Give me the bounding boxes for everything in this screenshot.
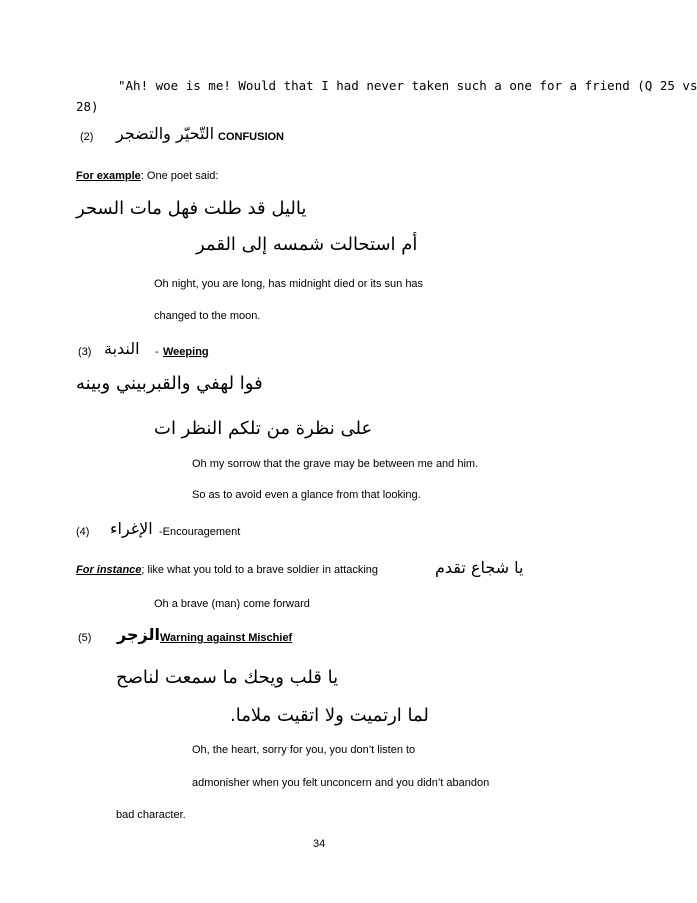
section-2-translation-2: changed to the moon. xyxy=(154,310,261,322)
section-2-title: CONFUSION xyxy=(218,131,284,143)
section-2-number: (2) xyxy=(80,131,94,143)
section-3-dash: - xyxy=(155,346,159,358)
section-4-arabic-heading: الإغراء xyxy=(110,519,153,538)
section-2-verse-1: ياليل قد طلت فهل مات السحر xyxy=(76,198,307,219)
quote-line-2: 28) xyxy=(76,99,99,114)
section-3-verse-1: فوا لهفي والقبربيني وبينه xyxy=(76,373,263,394)
example-line xyxy=(76,170,218,182)
section-3-arabic-heading: الندبة xyxy=(104,339,140,358)
section-5-arabic-heading: الزجر xyxy=(117,625,160,644)
section-3-title: Weeping xyxy=(163,346,209,358)
section-5-translation-3: bad character. xyxy=(116,809,186,821)
section-5-translation-1: Oh, the heart, sorry for you, you don’t listen to xyxy=(192,744,416,756)
section-3-translation-2: So as to avoid even a glance from that looking. xyxy=(192,489,421,501)
section-5-title: Warning against Mischief xyxy=(160,632,293,644)
instance-arabic: يا شجاع تقدم xyxy=(435,558,524,577)
section-5-number: (5) xyxy=(78,632,92,644)
example-text: : One poet said: xyxy=(140,170,219,182)
section-5-verse-2: لما ارتميت ولا اتقيت ملاما. xyxy=(230,705,429,726)
section-3-translation-1: Oh my sorrow that the grave may be between me and him. xyxy=(192,458,479,470)
section-2-verse-2: أم استحالت شمسه إلى القمر xyxy=(196,234,418,255)
page-number: 34 xyxy=(313,838,326,850)
example-label: For example xyxy=(76,170,141,182)
section-4-number: (4) xyxy=(76,526,90,538)
section-4-translation-1: Oh a brave (man) come forward xyxy=(154,598,310,610)
section-3-number: (3) xyxy=(78,346,92,358)
section-4-title: -Encouragement xyxy=(159,526,241,538)
instance-line xyxy=(76,564,378,576)
section-2-translation-1: Oh night, you are long, has midnight died or its sun has xyxy=(154,278,424,290)
section-3-verse-2: على نظرة من تلكم النظر ات xyxy=(154,418,373,439)
quote-line-1: "Ah! woe is me! Would that I had never taken such a one for a friend (Q 25 vs xyxy=(118,78,697,93)
section-5-verse-1: يا قلب ويحك ما سمعت لناصح xyxy=(116,667,339,688)
section-2-arabic-heading: التّحيّر والتضجر xyxy=(116,124,215,143)
instance-text: ; like what you told to a brave soldier in attacking xyxy=(141,564,379,576)
instance-label: For instance xyxy=(76,564,142,576)
section-5-translation-2: admonisher when you felt unconcern and you didn’t abandon xyxy=(192,777,490,789)
